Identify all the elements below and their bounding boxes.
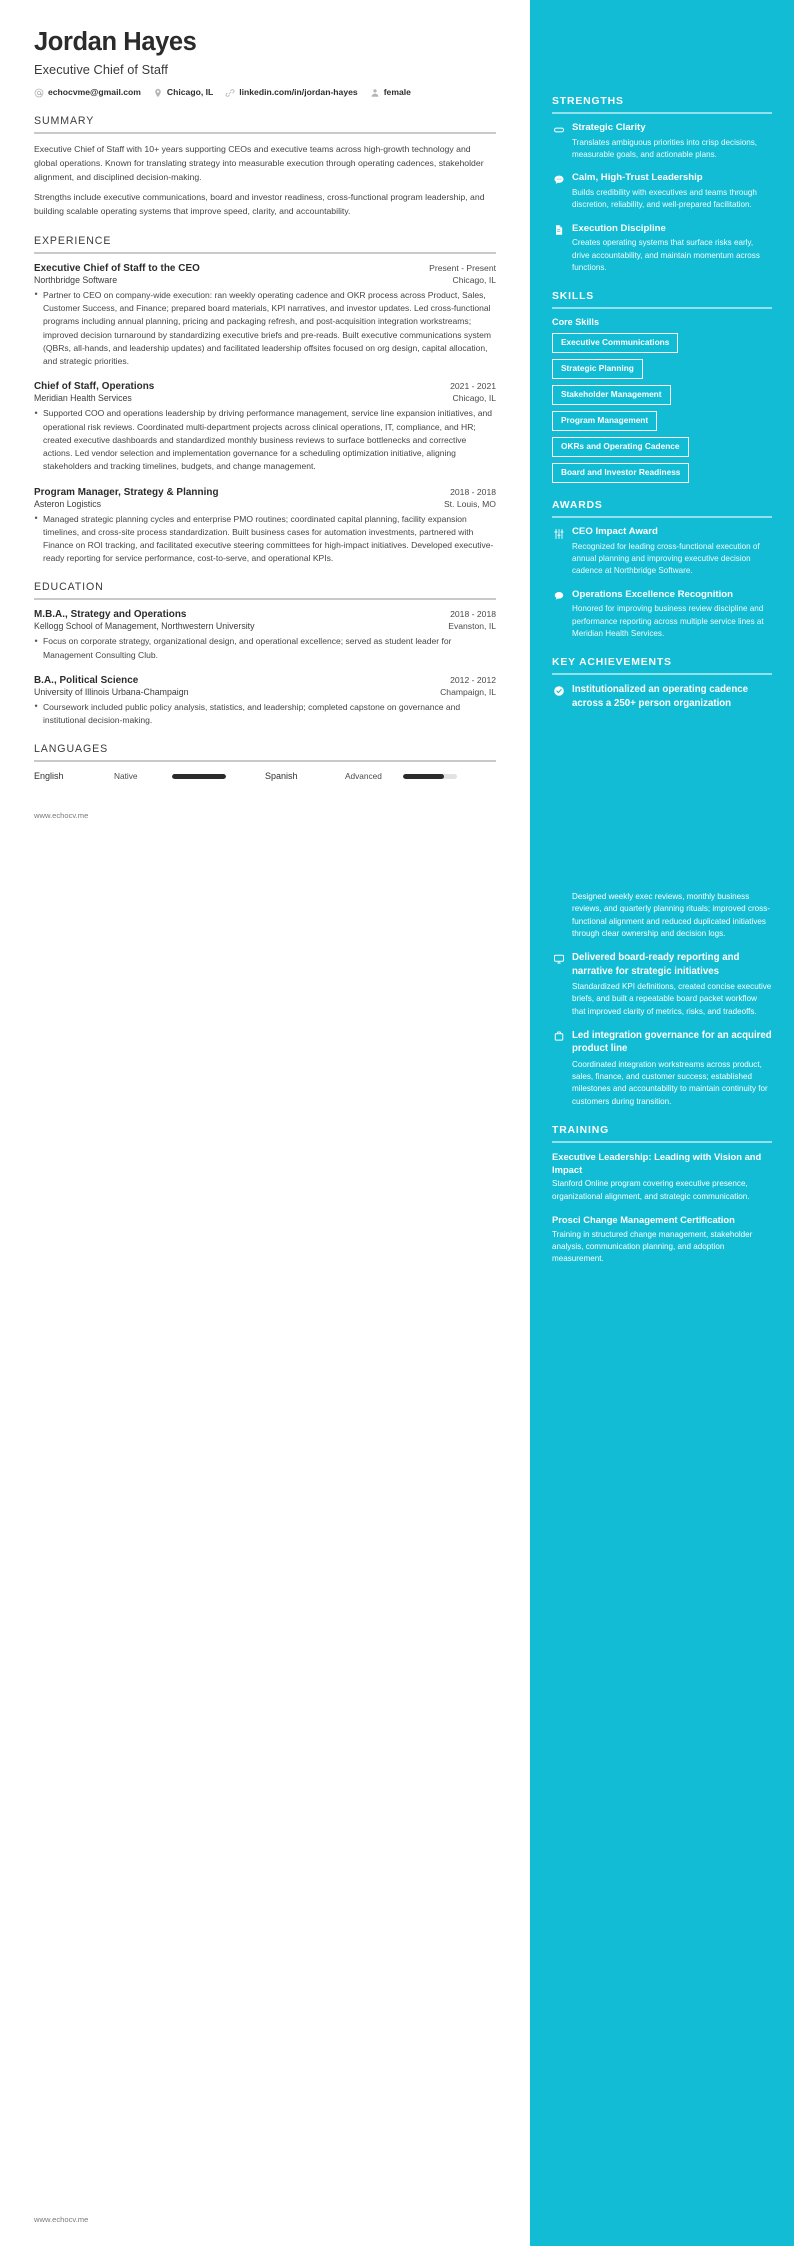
job-bullets: [34, 289, 496, 368]
divider: [552, 516, 772, 518]
language-name: English: [34, 771, 64, 782]
awards-title: AWARDS: [552, 500, 603, 512]
skill-chip-list: [552, 333, 772, 483]
contact-location-text: Chicago, IL: [166, 87, 214, 98]
languages-title: LANGUAGES: [34, 743, 109, 756]
school-location: Evanston, IL: [448, 621, 496, 632]
person-icon: [370, 88, 380, 98]
strength-heading: Execution Discipline: [572, 222, 666, 234]
contact-email-text: echocvme@gmail.com: [48, 87, 141, 98]
training-item: [552, 1214, 772, 1266]
strength-heading: Calm, High-Trust Leadership: [572, 172, 703, 184]
job-organization: Northbridge Software: [34, 274, 118, 285]
education-title: EDUCATION: [34, 581, 104, 594]
skill-chip: OKRs and Operating Cadence: [552, 437, 689, 457]
footer-url-bottom[interactable]: www.echocv.me: [34, 2215, 89, 2224]
tag-icon: [552, 123, 565, 136]
job-organization: Asteron Logistics: [34, 498, 101, 509]
skill-chip: Strategic Planning: [552, 359, 643, 379]
award-heading: Operations Excellence Recognition: [572, 588, 734, 600]
sliders-icon: [552, 527, 565, 540]
sidebar: [530, 0, 794, 2246]
contact-linkedin-text: linkedin.com/in/jordan-hayes: [239, 87, 358, 98]
school-name: Kellogg School of Management, Northwestern University: [34, 621, 255, 632]
key-achievement-item: [552, 951, 772, 1018]
key-achievement-text: Designed weekly exec reviews, monthly business reviews, and quarterly planning rituals; improved cross-functional alignment and reduced duplicated initiatives through clear ownership and decision logs.: [572, 892, 770, 938]
job-organization: Meridian Health Services: [34, 393, 132, 404]
degree-dates: 2018 - 2018: [450, 609, 496, 620]
skill-chip: Stakeholder Management: [552, 385, 671, 405]
summary-title: SUMMARY: [34, 115, 95, 128]
school-location: Champaign, IL: [440, 686, 496, 697]
job-dates: 2021 - 2021: [450, 381, 496, 392]
divider: [34, 598, 496, 600]
training-heading: Executive Leadership: Leading with Vision and Impact: [552, 1150, 762, 1175]
skill-chip: Executive Communications: [552, 333, 678, 353]
key-achievement-text: Coordinated integration workstreams across product, sales, finance, and customer success; established milestones and accountability to maintain continuity for customers during transition.: [572, 1059, 768, 1106]
chat-bubble-icon: [552, 173, 565, 186]
contact-email[interactable]: [34, 86, 141, 99]
language-item: [265, 771, 496, 781]
sidebar-section-skills: [552, 291, 772, 483]
section-summary: [34, 115, 496, 219]
degree-dates: 2012 - 2012: [450, 674, 496, 685]
briefcase-icon: [552, 1030, 565, 1043]
job-title: Chief of Staff, Operations: [34, 381, 155, 393]
chat-bubble-icon: [552, 590, 565, 603]
language-level-bar: [403, 774, 457, 779]
summary-paragraph: Executive Chief of Staff with 10+ years supporting CEOs and executive teams across high-growth technology and global operations. Known for translating strategy into measurable execution through operating cadences, stakeholder alignment, and disciplined decision-making.: [34, 144, 484, 182]
job-bullet: • Managed strategic planning cycles and enterprise PMO routines; coordinated capital planning, facility expansion timelines, and cross-site process standardization. Built business cases for automation investments, partnered with Finance on ROI tracking, and facilitated executive steering committees for high-impact initiatives. Developed executive-ready reporting for service performance, cost-to-serve, and operational KPIs.: [34, 513, 496, 566]
experience-title: EXPERIENCE: [34, 234, 112, 247]
job-location: St. Louis, MO: [443, 498, 496, 509]
job-location: Chicago, IL: [452, 274, 496, 285]
divider: [552, 673, 772, 675]
degree-title: M.B.A., Strategy and Operations: [34, 609, 187, 621]
contact-location: [153, 86, 213, 99]
education-bullet: • Coursework included public policy analysis, statistics, and leadership; completed capstone on governance and institutional decision-making.: [34, 701, 496, 727]
job-bullet: • Supported COO and operations leadership by driving performance management, service line expansion initiatives, and operational risk reviews. Coordinated multi-department projects across clinical operations, IT, compliance, and HR; created executive dashboards and standardized monthly business reviews to surface bottlenecks and corrective actions. Led vendor selection and implementation governance for a scheduling optimization initiative, aligning stakeholders and tracking timelines, budgets, and change management.: [34, 407, 496, 473]
key-achievements-title: KEY ACHIEVEMENTS: [552, 657, 672, 669]
award-text: Honored for improving business review discipline and performance reporting across multiple service lines at Meridian Health Services.: [572, 604, 764, 639]
job-dates: 2018 - 2018: [450, 486, 496, 497]
education-bullet: • Focus on corporate strategy, organizational design, and operational excellence; served as student leader for Management Consulting Club.: [34, 635, 496, 661]
email-icon: [34, 88, 44, 98]
skill-chip: Board and Investor Readiness: [552, 463, 689, 483]
training-text: Stanford Online program covering executive presence, organizational alignment, and strategic communication.: [552, 1179, 750, 1201]
summary-paragraph: Strengths include executive communications, board and investor readiness, cross-functional program leadership, and building scalable operating systems that improve speed, clarity, and accountability.: [34, 192, 485, 217]
link-icon: [225, 88, 235, 98]
strength-item: [552, 122, 772, 161]
key-achievement-heading: Institutionalized an operating cadence across a 250+ person organization: [572, 684, 749, 709]
education-entry: [34, 675, 496, 727]
strength-text: Creates operating systems that surface risks early, drive accountability, and maintain momentum across functions.: [572, 238, 760, 273]
divider: [552, 307, 772, 309]
strength-text: Builds credibility with executives and teams through discretion, reliability, and well-prepared facilitation.: [572, 188, 757, 210]
spacer-icon: [552, 892, 565, 905]
job-bullet: • Partner to CEO on company-wide execution: ran weekly operating cadence and OKR process across Product, Sales, Customer Success, and Finance; prepared board materials, KPI narratives, and investor updates. Led cross-functional programs including annual planning, pricing and packaging refresh, and post-acquisition integration workstreams; improved decision turnaround by standardizing executive briefs and pre-reads. Built executive communications system (QBRs, all-hands, and leadership updates) and facilitated leadership offsites focused on org design, capital allocation, and strategic priorities.: [34, 289, 496, 368]
strength-item: [552, 172, 772, 211]
training-item: [552, 1151, 772, 1203]
location-pin-icon: [153, 88, 163, 98]
skill-chip: Program Management: [552, 411, 657, 431]
section-education: [34, 581, 496, 727]
training-title: TRAINING: [552, 1124, 610, 1136]
language-level: Native: [114, 771, 138, 782]
divider: [34, 760, 496, 762]
sidebar-section-strengths: [552, 96, 772, 274]
contact-gender: [370, 86, 411, 99]
strengths-title: STRENGTHS: [552, 96, 624, 107]
monitor-icon: [552, 952, 565, 965]
language-name: Spanish: [265, 771, 298, 782]
strength-item: [552, 223, 772, 275]
language-level: Advanced: [345, 771, 382, 782]
divider: [552, 1141, 772, 1143]
page-title: Jordan Hayes: [34, 28, 197, 56]
degree-title: B.A., Political Science: [34, 674, 139, 686]
education-bullets: [34, 701, 496, 727]
key-achievement-text-block: [552, 891, 772, 940]
job-dates: Present - Present: [429, 262, 496, 273]
languages-list: [34, 771, 496, 781]
job-bullets: [34, 513, 496, 566]
key-achievement-heading: Led integration governance for an acquired product line: [572, 1029, 772, 1055]
contact-gender-text: female: [383, 87, 411, 98]
strength-text: Translates ambiguous priorities into crisp decisions, measurable goals, and actionable plans.: [572, 137, 758, 160]
sidebar-section-key-achievements: [552, 657, 772, 1108]
divider: [34, 132, 496, 134]
divider: [552, 112, 772, 114]
experience-entry: [34, 487, 496, 566]
page-break-spacer: [552, 725, 772, 891]
key-achievement-item: [552, 1029, 772, 1108]
strength-heading: Strategic Clarity: [572, 122, 646, 133]
document-icon: [552, 224, 565, 237]
job-title: Executive Chief of Staff to the CEO: [34, 262, 200, 274]
divider: [34, 252, 496, 254]
award-item: [552, 526, 772, 578]
key-achievement-text: Standardized KPI definitions, created concise executive briefs, and built a repeatable board packet workflow that improved clarity of metrics, risks, and tradeoffs.: [572, 982, 772, 1016]
training-text: Training in structured change management, stakeholder analysis, communication planning, and adoption measurement.: [552, 1229, 753, 1264]
job-title: Program Manager, Strategy & Planning: [34, 486, 219, 498]
contact-row: [34, 86, 496, 99]
award-text: Recognized for leading cross-functional execution of annual planning and improving executive decision cadence at Northbridge Software.: [572, 541, 760, 576]
experience-entry: [34, 381, 496, 473]
skills-group-label: Core Skills: [552, 317, 600, 328]
sidebar-section-training: [552, 1125, 772, 1266]
key-achievement-heading: Delivered board-ready reporting and narrative for strategic initiatives: [572, 952, 740, 977]
award-heading: CEO Impact Award: [572, 526, 658, 538]
key-achievement-item: [552, 683, 772, 713]
section-languages: [34, 743, 496, 781]
education-entry: [34, 609, 496, 661]
school-name: University of Illinois Urbana-Champaign: [34, 686, 189, 697]
training-heading: Prosci Change Management Certification: [552, 1213, 735, 1225]
job-location: Chicago, IL: [452, 393, 496, 404]
footer-url[interactable]: www.echocv.me: [34, 811, 89, 821]
award-item: [552, 589, 772, 641]
language-level-bar: [172, 774, 226, 779]
job-headline: Executive Chief of Staff: [34, 62, 168, 78]
section-experience: [34, 235, 496, 566]
experience-entry: [34, 263, 496, 368]
contact-linkedin[interactable]: [225, 86, 357, 99]
education-bullets: [34, 635, 496, 661]
sidebar-section-awards: [552, 500, 772, 640]
check-circle-icon: [552, 684, 565, 697]
job-bullets: [34, 407, 496, 473]
skills-title: SKILLS: [552, 291, 595, 303]
language-item: [34, 771, 265, 781]
